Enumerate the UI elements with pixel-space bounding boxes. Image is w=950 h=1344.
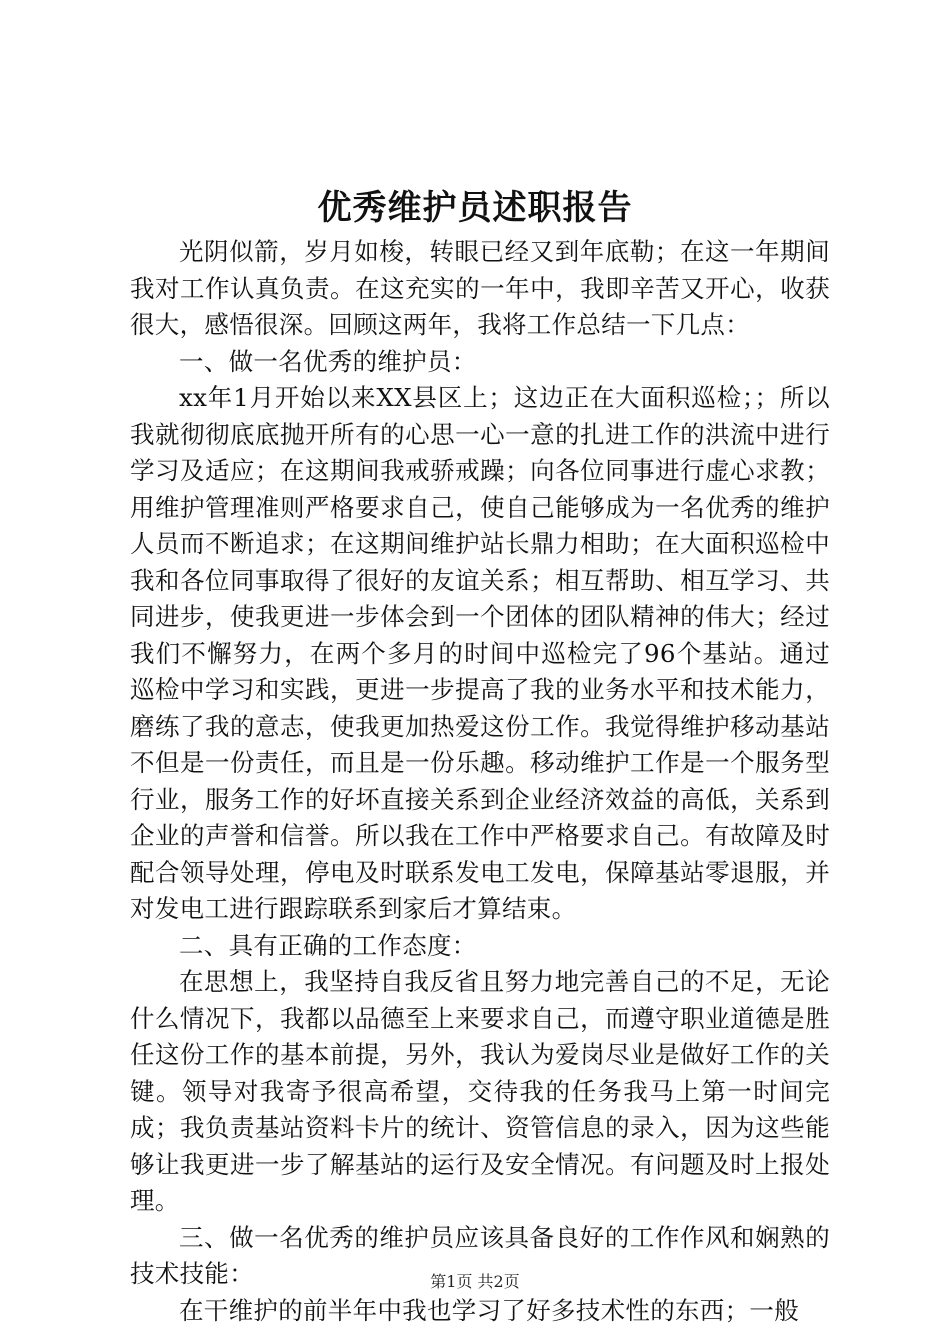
paragraph-section-3: 在干维护的前半年中我也学习了好多技术性的东西；一般 xyxy=(179,1295,799,1325)
paragraph-section-1: xx年1月开始以来XX县区上；这边正在大面积巡检；；所以我就彻彻底底抛开所有的心思一心一意的扎进工作的洪流中进行学习及适应；在这期间我戒骄戒躁；向各位同事进行虚心求教；用维护管理准则严格要求自己，使自己能够成为一名优秀的维护人员而不断追求；在这期间维护站长鼎力相助；在大面积巡检中我和各位同事取得了很好的友谊关系；相互帮助、相互学习、共同进步，使我更进一步体会到一个团体的团队精神的伟大；经过我们不懈努力，在两个多月的时间中巡检完了96个基站。通过巡检中学习和实践，更进一步提高了我的业务水平和技术能力，磨练了我的意志，使我更加热爱这份工作。我觉得维护移动基站不但是一份责任，而且是一份乐趣。移动维护工作是一个服务型行业，服务工作的好坏直接关系到企业经济效益的高低，关系到企业的声誉和信誉。所以我在工作中严格要求自己。有故障及时配合领导处理，停电及时联系发电工发电，保障基站零退服，并对发电工进行跟踪联系到家后才算结束。 xyxy=(130,383,830,923)
paragraph-section-2: 在思想上，我坚持自我反省且努力地完善自己的不足，无论什么情况下，我都以品德至上来要求自己，而遵守职业道德是胜任这份工作的基本前提，另外，我认为爱岗尽业是做好工作的关键。领导对我寄予很高希望，交待我的任务我马上第一时间完成；我负责基站资料卡片的统计、资管信息的录入，因为这些能够让我更进一步了解基站的运行及安全情况。有问题及时上报处理。 xyxy=(130,967,830,1215)
document-title: 优秀维护员述职报告 xyxy=(317,188,633,228)
section-heading-1: 一、做一名优秀的维护员： xyxy=(179,346,477,376)
section-heading-3: 三、做一名优秀的维护员应该具备良好的工作作风和娴熟的技术技能： xyxy=(130,1222,830,1288)
section-heading-2: 二、具有正确的工作态度： xyxy=(179,930,477,960)
page-number-footer: 第1页 共2页 xyxy=(430,1272,520,1291)
paragraph-intro: 光阴似箭，岁月如梭，转眼已经又到年底勒；在这一年期间我对工作认真负责。在这充实的一年中，我即辛苦又开心，收获很大，感悟很深。回顾这两年，我将工作总结一下几点： xyxy=(130,237,830,339)
document-body xyxy=(130,234,830,1329)
